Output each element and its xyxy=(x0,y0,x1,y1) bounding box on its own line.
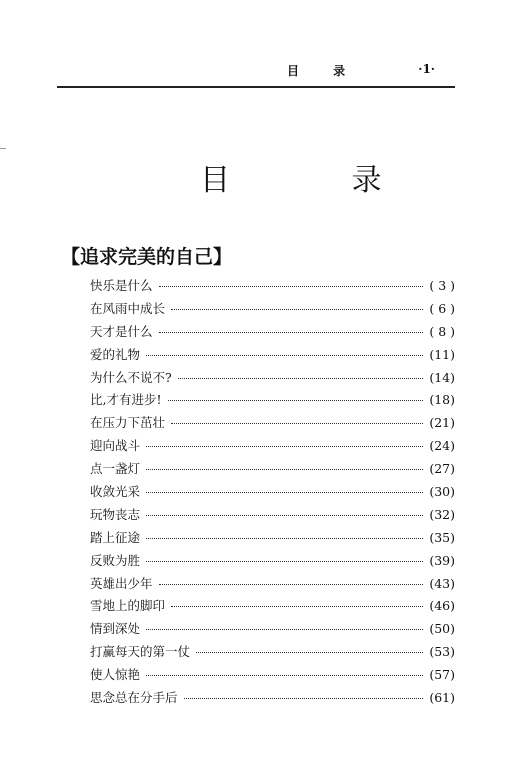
toc-entry-page: ( 3 ) xyxy=(429,278,455,293)
toc-entry[interactable] xyxy=(90,574,455,597)
toc-entry-page: (14) xyxy=(429,369,455,385)
dot-leader xyxy=(159,584,424,585)
dot-leader xyxy=(146,446,423,447)
dot-leader xyxy=(146,561,423,562)
dot-leader xyxy=(159,286,424,287)
toc-entry-title: 比,才有进步! xyxy=(90,392,162,408)
toc-entry-page: (61) xyxy=(429,690,455,706)
toc-entry-page: ( 6 ) xyxy=(429,300,455,316)
toc-entry-page: (53) xyxy=(429,644,455,660)
toc-entry-title: 天才是什么 xyxy=(90,323,153,339)
dot-leader xyxy=(171,309,423,310)
toc-entry-page: (50) xyxy=(429,621,455,637)
toc-entry-title: 玩物丧志 xyxy=(90,506,141,522)
dot-leader xyxy=(184,698,424,699)
dot-leader xyxy=(196,652,423,653)
toc-entry-title: 踏上征途 xyxy=(90,529,141,545)
dot-leader xyxy=(146,675,423,676)
toc-entry-page: (27) xyxy=(429,461,455,477)
toc-entry[interactable] xyxy=(90,665,455,688)
section-heading: 【追求完美的自己】 xyxy=(61,246,233,268)
toc-entry-page: (32) xyxy=(429,506,455,522)
toc-entry-page: (57) xyxy=(429,667,455,683)
toc-entry-page: (21) xyxy=(429,415,455,431)
header-rule xyxy=(57,86,455,88)
toc-entry[interactable] xyxy=(90,276,455,299)
toc-entry-title: 使人惊艳 xyxy=(90,667,141,683)
toc-entry-page: (30) xyxy=(429,484,455,500)
toc-entry[interactable] xyxy=(90,596,455,619)
toc-entry-page: ( 8 ) xyxy=(429,323,455,339)
toc-entry-page: (18) xyxy=(429,392,455,408)
dot-leader xyxy=(146,515,423,516)
toc-entry-title: 快乐是什么 xyxy=(90,278,153,293)
dot-leader xyxy=(146,469,423,470)
dot-leader xyxy=(171,423,423,424)
toc-entry[interactable] xyxy=(90,505,455,528)
toc-entry-title: 点一盏灯 xyxy=(90,461,141,477)
toc-entry[interactable] xyxy=(90,688,455,711)
dot-leader xyxy=(159,332,424,333)
toc-entry[interactable] xyxy=(90,642,455,665)
dot-leader xyxy=(146,355,423,356)
toc-entry[interactable] xyxy=(90,459,455,482)
toc-entry-title: 情到深处 xyxy=(90,621,141,637)
running-head-title: 目 录 xyxy=(287,64,361,78)
toc-entry[interactable] xyxy=(90,345,455,368)
toc-entry[interactable] xyxy=(90,482,455,505)
page-title: 目 录 xyxy=(200,163,438,198)
toc-entry[interactable] xyxy=(90,390,455,413)
running-head xyxy=(57,62,455,86)
toc-entry-page: (43) xyxy=(429,575,455,591)
toc-entry-title: 爱的礼物 xyxy=(90,346,141,362)
margin-speck xyxy=(0,148,6,149)
toc-entry[interactable] xyxy=(90,368,455,391)
toc-entry-title: 在风雨中成长 xyxy=(90,300,166,316)
toc-entry[interactable] xyxy=(90,619,455,642)
toc-entry-title: 反败为胜 xyxy=(90,552,141,568)
toc-entry-title: 收敛光采 xyxy=(90,484,141,500)
toc-entry-page: (46) xyxy=(429,598,455,614)
toc-entry-page: (35) xyxy=(429,529,455,545)
toc-entry-title: 思念总在分手后 xyxy=(90,690,178,706)
dot-leader xyxy=(168,400,424,401)
toc-entry[interactable] xyxy=(90,299,455,322)
toc-entry-page: (24) xyxy=(429,438,455,454)
dot-leader xyxy=(146,492,423,493)
toc-entry-title: 为什么不说不? xyxy=(90,369,172,385)
toc-entry-title: 迎向战斗 xyxy=(90,438,141,454)
running-head-page-number: ·1· xyxy=(418,62,435,76)
toc-entry-title: 在压力下茁壮 xyxy=(90,415,166,431)
toc-entry[interactable] xyxy=(90,528,455,551)
toc-list xyxy=(90,276,455,711)
dot-leader xyxy=(146,629,423,630)
toc-entry[interactable] xyxy=(90,322,455,345)
toc-entry[interactable] xyxy=(90,436,455,459)
toc-entry-title: 英雄出少年 xyxy=(90,575,153,591)
dot-leader xyxy=(146,538,423,539)
dot-leader xyxy=(178,378,424,379)
toc-entry-title: 打赢每天的第一仗 xyxy=(90,644,191,660)
toc-entry[interactable] xyxy=(90,551,455,574)
dot-leader xyxy=(171,606,423,607)
toc-entry[interactable] xyxy=(90,413,455,436)
toc-entry-page: (39) xyxy=(429,552,455,568)
toc-entry-page: (11) xyxy=(429,346,455,362)
toc-entry-title: 雪地上的脚印 xyxy=(90,598,166,614)
